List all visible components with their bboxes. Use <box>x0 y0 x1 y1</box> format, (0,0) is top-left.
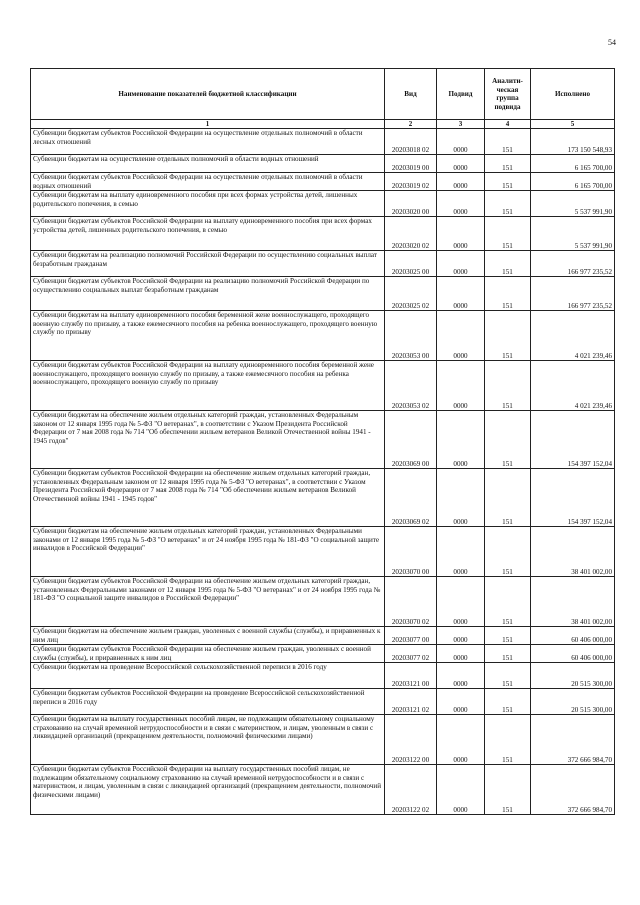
row-kind-code: 20203020 00 <box>385 191 437 217</box>
table-row <box>31 129 615 155</box>
row-subkind: 0000 <box>437 311 485 361</box>
row-name: Субвенции бюджетам субъектов Российской Федерации на обеспечение жильем граждан, уволенных с военной службы (службы), и приравненных к ним лиц <box>31 645 385 663</box>
row-subkind: 0000 <box>437 277 485 311</box>
row-kind-code: 20203070 00 <box>385 527 437 577</box>
row-name: Субвенции бюджетам субъектов Российской Федерации на обеспечение жильем отдельных категорий граждан, установленных Федеральными законами от 12 января 1995 года № 5-ФЗ "О ветеранах" и от 24 ноября 1995 года № 181-ФЗ "О социальной защите инвалидов в Российской Федерации" <box>31 577 385 627</box>
row-name: Субвенции бюджетам на обеспечение жильем отдельных категорий граждан, установленных Федеральными законами от 12 января 1995 года № 5-ФЗ "О ветеранах" и от 24 ноября 1995 года № 181-ФЗ "О социальной защите инвалидов в Российской Федерации" <box>31 527 385 577</box>
row-executed-amount: 38 401 002,00 <box>531 527 615 577</box>
table-row <box>31 527 615 577</box>
row-kind-code: 20203053 02 <box>385 361 437 411</box>
row-subkind: 0000 <box>437 715 485 765</box>
table-row <box>31 311 615 361</box>
row-name: Субвенции бюджетам на реализацию полномочий Российской Федерации по осуществлению социальных выплат безработным гражданам <box>31 251 385 277</box>
row-analytic-group: 151 <box>485 527 531 577</box>
row-name: Субвенции бюджетам субъектов Российской Федерации на проведение Всероссийской сельскохозяйственной переписи в 2016 году <box>31 689 385 715</box>
table-row <box>31 715 615 765</box>
row-analytic-group: 151 <box>485 469 531 527</box>
row-kind-code: 20203077 02 <box>385 645 437 663</box>
row-subkind: 0000 <box>437 251 485 277</box>
row-analytic-group: 151 <box>485 577 531 627</box>
row-analytic-group: 151 <box>485 411 531 469</box>
table-row <box>31 627 615 645</box>
row-kind-code: 20203122 02 <box>385 765 437 815</box>
row-analytic-group: 151 <box>485 129 531 155</box>
row-kind-code: 20203025 00 <box>385 251 437 277</box>
header-name: Наименование показателей бюджетной классификации <box>31 69 385 120</box>
row-subkind: 0000 <box>437 645 485 663</box>
row-subkind: 0000 <box>437 627 485 645</box>
row-subkind: 0000 <box>437 411 485 469</box>
row-executed-amount: 154 397 152,04 <box>531 469 615 527</box>
row-executed-amount: 372 666 984,70 <box>531 765 615 815</box>
row-kind-code: 20203018 02 <box>385 129 437 155</box>
row-executed-amount: 4 021 239,46 <box>531 361 615 411</box>
row-analytic-group: 151 <box>485 715 531 765</box>
row-analytic-group: 151 <box>485 663 531 689</box>
row-kind-code: 20203121 00 <box>385 663 437 689</box>
row-analytic-group: 151 <box>485 155 531 173</box>
row-kind-code: 20203070 02 <box>385 577 437 627</box>
table-row <box>31 173 615 191</box>
row-name: Субвенции бюджетам на выплату государственных пособий лицам, не подлежащим обязательному социальному страхованию на случай временной нетрудоспособности и в связи с материнством, и лицам, уволенным в связи с ликвидацией организаций (прекращением деятельности, полномочий физическими лицами) <box>31 715 385 765</box>
table-row <box>31 765 615 815</box>
table-row <box>31 663 615 689</box>
row-kind-code: 20203122 00 <box>385 715 437 765</box>
row-analytic-group: 151 <box>485 765 531 815</box>
row-executed-amount: 166 977 235,52 <box>531 251 615 277</box>
row-subkind: 0000 <box>437 765 485 815</box>
row-analytic-group: 151 <box>485 217 531 251</box>
row-executed-amount: 166 977 235,52 <box>531 277 615 311</box>
column-number: 5 <box>531 120 615 129</box>
row-executed-amount: 6 165 700,00 <box>531 155 615 173</box>
header-kind: Вид <box>385 69 437 120</box>
table-row <box>31 361 615 411</box>
row-subkind: 0000 <box>437 173 485 191</box>
row-subkind: 0000 <box>437 217 485 251</box>
row-executed-amount: 6 165 700,00 <box>531 173 615 191</box>
row-subkind: 0000 <box>437 155 485 173</box>
table-body <box>31 129 615 815</box>
row-executed-amount: 173 150 548,93 <box>531 129 615 155</box>
table-row <box>31 689 615 715</box>
row-name: Субвенции бюджетам на выплату единовременного пособия при всех формах устройства детей, лишенных родительского попечения, в семью <box>31 191 385 217</box>
budget-classification-table <box>30 68 615 815</box>
table-row <box>31 251 615 277</box>
row-analytic-group: 151 <box>485 645 531 663</box>
row-executed-amount: 38 401 002,00 <box>531 577 615 627</box>
page-number: 54 <box>608 38 616 47</box>
row-kind-code: 20203019 02 <box>385 173 437 191</box>
row-kind-code: 20203121 02 <box>385 689 437 715</box>
row-subkind: 0000 <box>437 469 485 527</box>
row-kind-code: 20203025 02 <box>385 277 437 311</box>
row-name: Субвенции бюджетам субъектов Российской Федерации на реализацию полномочий Российской Федерации по осуществлению социальных выплат безработным гражданам <box>31 277 385 311</box>
row-subkind: 0000 <box>437 577 485 627</box>
row-name: Субвенции бюджетам субъектов Российской Федерации на осуществление отдельных полномочий в области лесных отношений <box>31 129 385 155</box>
row-executed-amount: 4 021 239,46 <box>531 311 615 361</box>
table-row <box>31 469 615 527</box>
row-kind-code: 20203069 00 <box>385 411 437 469</box>
table-header-row <box>31 69 615 120</box>
row-name: Субвенции бюджетам на обеспечение жильем отдельных категорий граждан, установленных Федеральным законом от 12 января 1995 года № 5-ФЗ "О ветеранах", в соответствии с Указом Президента Российской Федерации от 7 мая 2008 года № 714 "Об обеспечении жильем ветеранов Великой Отечественной войны 1941 - 1945 годов" <box>31 411 385 469</box>
row-subkind: 0000 <box>437 129 485 155</box>
table-row <box>31 191 615 217</box>
row-name: Субвенции бюджетам субъектов Российской Федерации на выплату государственных пособий лицам, не подлежащим обязательному социальному страхованию на случай временной нетрудоспособности и в связи с материнством, и лицам, уволенным в связи с ликвидацией организаций (прекращением деятельности, полномочий физическими лицами) <box>31 765 385 815</box>
header-executed: Исполнено <box>531 69 615 120</box>
row-executed-amount: 5 537 991,90 <box>531 217 615 251</box>
header-subkind: Подвид <box>437 69 485 120</box>
row-kind-code: 20203019 00 <box>385 155 437 173</box>
row-name: Субвенции бюджетам на обеспечение жильем граждан, уволенных с военной службы (службы), и приравненных к ним лиц <box>31 627 385 645</box>
column-number: 3 <box>437 120 485 129</box>
row-executed-amount: 60 406 000,00 <box>531 627 615 645</box>
row-name: Субвенции бюджетам субъектов Российской Федерации на осуществление отдельных полномочий в области водных отношений <box>31 173 385 191</box>
table-row <box>31 155 615 173</box>
row-kind-code: 20203020 02 <box>385 217 437 251</box>
row-name: Субвенции бюджетам субъектов Российской Федерации на выплату единовременного пособия беременной жене военнослужащего, проходящего военную службу по призыву, а также ежемесячного пособия на ребенка военнослужащего, проходящего военную службу по призыву <box>31 361 385 411</box>
row-executed-amount: 5 537 991,90 <box>531 191 615 217</box>
row-name: Субвенции бюджетам на осуществление отдельных полномочий в области водных отношений <box>31 155 385 173</box>
column-number-row <box>31 120 615 129</box>
row-executed-amount: 20 515 300,00 <box>531 663 615 689</box>
row-executed-amount: 372 666 984,70 <box>531 715 615 765</box>
row-subkind: 0000 <box>437 527 485 577</box>
row-name: Субвенции бюджетам субъектов Российской Федерации на обеспечение жильем отдельных категорий граждан, установленных Федеральным законом от 12 января 1995 года № 5-ФЗ "О ветеранах", в соответствии с Указом Президента Российской Федерации от 7 мая 2008 года № 714 "Об обеспечении жильем ветеранов Великой Отечественной войны 1941 - 1945 годов" <box>31 469 385 527</box>
column-number: 2 <box>385 120 437 129</box>
row-analytic-group: 151 <box>485 173 531 191</box>
row-subkind: 0000 <box>437 689 485 715</box>
row-kind-code: 20203069 02 <box>385 469 437 527</box>
row-name: Субвенции бюджетам на выплату единовременного пособия беременной жене военнослужащего, проходящего военную службу по призыву, а также ежемесячного пособия на ребенка военнослужащего, проходящего военную службу по призыву <box>31 311 385 361</box>
row-analytic-group: 151 <box>485 311 531 361</box>
table-row <box>31 217 615 251</box>
column-number: 4 <box>485 120 531 129</box>
header-analytic-group: Аналити-ческая группа подвида <box>485 69 531 120</box>
row-kind-code: 20203053 00 <box>385 311 437 361</box>
row-analytic-group: 151 <box>485 361 531 411</box>
row-name: Субвенции бюджетам на проведение Всероссийской сельскохозяйственной переписи в 2016 году <box>31 663 385 689</box>
table-row <box>31 411 615 469</box>
row-analytic-group: 151 <box>485 689 531 715</box>
row-kind-code: 20203077 00 <box>385 627 437 645</box>
row-executed-amount: 60 406 000,00 <box>531 645 615 663</box>
row-executed-amount: 20 515 300,00 <box>531 689 615 715</box>
table-row <box>31 577 615 627</box>
row-analytic-group: 151 <box>485 191 531 217</box>
row-subkind: 0000 <box>437 191 485 217</box>
row-subkind: 0000 <box>437 361 485 411</box>
row-analytic-group: 151 <box>485 251 531 277</box>
row-subkind: 0000 <box>437 663 485 689</box>
row-name: Субвенции бюджетам субъектов Российской Федерации на выплату единовременного пособия при всех формах устройства детей, лишенных родительского попечения, в семью <box>31 217 385 251</box>
column-number: 1 <box>31 120 385 129</box>
row-executed-amount: 154 397 152,04 <box>531 411 615 469</box>
row-analytic-group: 151 <box>485 277 531 311</box>
table-row <box>31 645 615 663</box>
row-analytic-group: 151 <box>485 627 531 645</box>
table-row <box>31 277 615 311</box>
